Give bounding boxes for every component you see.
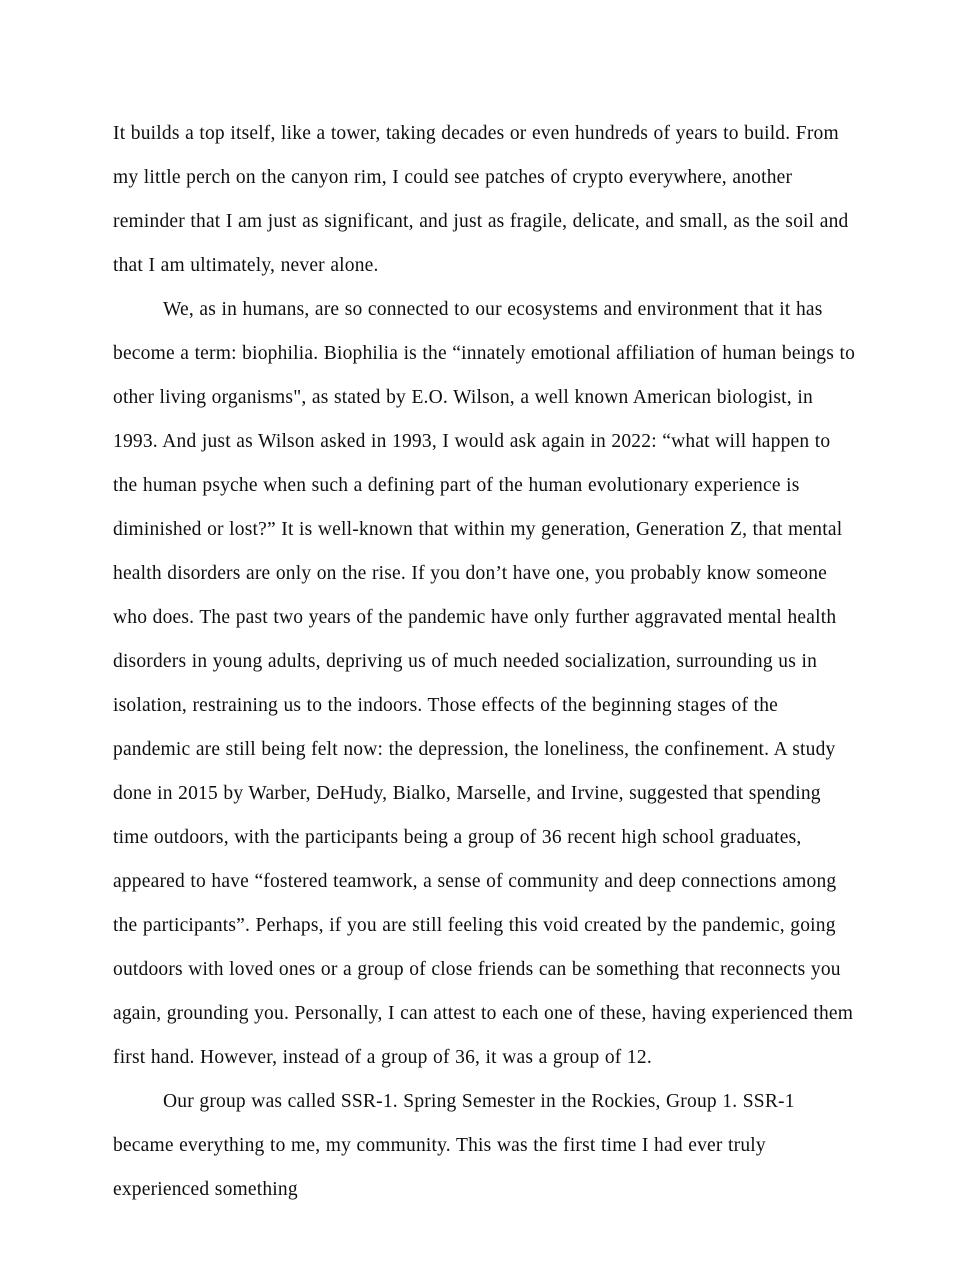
paragraph-1: It builds a top itself, like a tower, taking decades or even hundreds of years to build. From my little perch on the canyon rim, I could see patches of crypto everywhere, another reminder that I am just as significant, and just as fragile, delicate, and small, as the soil and that I am ultimately, never alone. [113,123,849,276]
paragraph-2: We, as in humans, are so connected to our ecosystems and environment that it has become a term: biophilia. Biophilia is the “innately emotional affiliation of human beings to other living organisms", as stated by E.O. Wilson, a well known American biologist, in 1993. And just as Wilson asked in 1993, I would ask again in 2022: “what will happen to the human psyche when such a defining part of the human evolutionary experience is diminished or lost?” It is well-known that within my generation, Generation Z, that mental health disorders are only on the rise. If you don’t have one, you probably know someone who does. The past two years of the pandemic have only further aggravated mental health disorders in young adults, depriving us of much needed socialization, surrounding us in isolation, restraining us to the indoors. Those effects of the beginning stages of the pandemic are still being felt now: the depression, the loneliness, the confinement. A study done in 2015 by Warber, DeHudy, Bialko, Marselle, and Irvine, suggested that spending time outdoors, with the participants being a group of 36 recent high school graduates, appeared to have “fostered teamwork, a sense of community and deep connections among the participants”. Perhaps, if you are still feeling this void created by the pandemic, going outdoors with loved ones or a group of close friends can be something that reconnects you again, grounding you. Personally, I can attest to each one of these, having experienced them first hand. However, instead of a group of 36, it was a group of 12. [113,299,856,1068]
document-text-column [113,112,858,1212]
paragraph-3: Our group was called SSR-1. Spring Semester in the Rockies, Group 1. SSR-1 became everything to me, my community. This was the first time I had ever truly experienced something [113,1091,795,1200]
